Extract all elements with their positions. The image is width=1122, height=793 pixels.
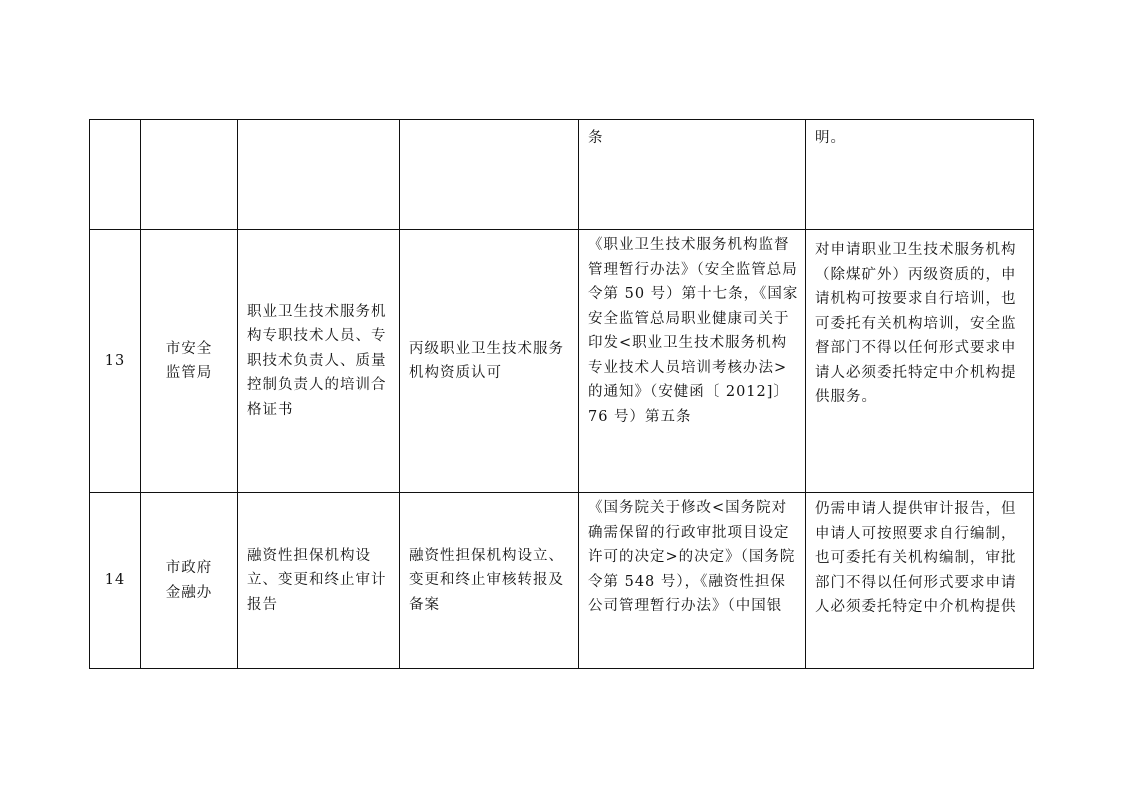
remarks-text: 仍需申请人提供审计报告，但申请人可按照要求自行编制，也可委托有关机构编制，审批部门不得以任何形式要求申请人必须委托特定中介机构提供 xyxy=(815,501,1017,615)
row-number-cell: 14 xyxy=(90,493,141,669)
department-cell: 市政府金融办 xyxy=(141,493,238,669)
table-row xyxy=(90,493,1034,669)
remarks-cell: 对申请职业卫生技术服务机构（除煤矿外）丙级资质的，申请机构可按要求自行培训，也可委托有关机构培训，安全监督部门不得以任何形式要求申请人必须委托特定中介机构提供服务。 xyxy=(806,230,1034,493)
legal-basis-text: 《国务院关于修改<国务院对确需保留的行政审批项目设定许可的决定>的决定》（国务院令第 548 号），《融资性担保公司管理暂行办法》（中国银 xyxy=(588,500,796,614)
service-item-cell: 职业卫生技术服务机构专职技术人员、专职技术负责人、质量控制负责人的培训合格证书 xyxy=(238,230,400,493)
approval-item-cell: 融资性担保机构设立、变更和终止审核转报及备案 xyxy=(400,493,579,669)
table-row xyxy=(90,120,1034,230)
table-row xyxy=(90,230,1034,493)
department-cell xyxy=(141,120,238,230)
legal-basis-cell xyxy=(579,493,806,669)
legal-basis-cell: 《职业卫生技术服务机构监督管理暂行办法》（安全监管总局令第 50 号）第十七条，《国家安全监管总局职业健康司关于印发<职业卫生技术服务机构专业技术人员培训考核办法>的通知》（安健函〔 2012]〕76 号）第五条 xyxy=(579,230,806,493)
service-item-cell xyxy=(238,120,400,230)
service-item-cell: 融资性担保机构设立、变更和终止审计报告 xyxy=(238,493,400,669)
remarks-cell: 明。 xyxy=(806,120,1034,230)
legal-basis-cell: 条 xyxy=(579,120,806,230)
remarks-cell xyxy=(806,493,1034,669)
approval-item-cell xyxy=(400,120,579,230)
row-number-cell: 13 xyxy=(90,230,141,493)
department-cell: 市安全监管局 xyxy=(141,230,238,493)
row-number-cell xyxy=(90,120,141,230)
catalog-table xyxy=(89,119,1034,669)
approval-item-cell: 丙级职业卫生技术服务机构资质认可 xyxy=(400,230,579,493)
